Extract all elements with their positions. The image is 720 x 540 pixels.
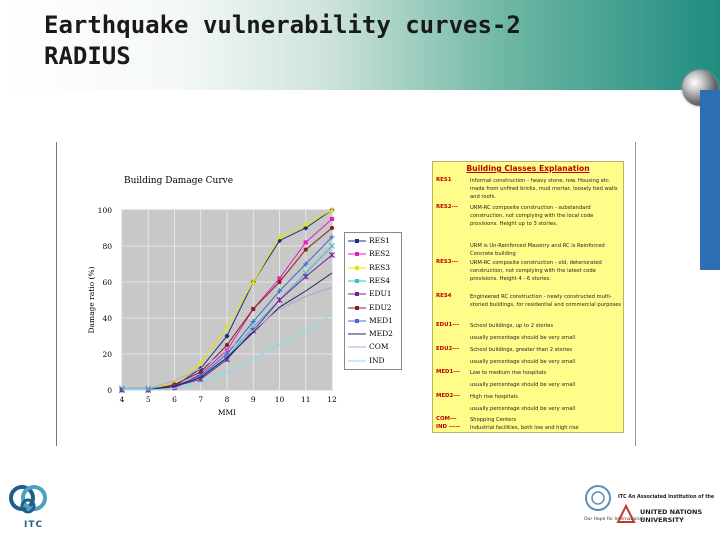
legend-item-res4: [347, 275, 401, 287]
x-tick-label: 4: [119, 395, 125, 404]
legend-swatch: [347, 288, 367, 300]
slide-title: Earthquake vulnerability curves-2 RADIUS: [44, 11, 521, 70]
class-code: MED1---: [436, 369, 460, 375]
point-edu2: [225, 343, 229, 347]
class-code: EDU1---: [436, 322, 459, 328]
y-tick-label: 60: [102, 278, 112, 287]
class-description: Shopping Centers: [470, 417, 517, 423]
legend-swatch: [347, 235, 367, 247]
x-axis-label: MMI: [217, 408, 237, 417]
legend-item-med2: [347, 328, 401, 340]
legend-item-med1: [347, 315, 401, 327]
legend-label: COM: [369, 342, 389, 352]
legend-label: RES2: [369, 249, 391, 259]
legend-label: RES4: [369, 275, 391, 285]
y-tick-label: 100: [97, 206, 112, 215]
class-code: EDU2---: [436, 346, 459, 352]
legend-label: IND: [369, 355, 385, 365]
y-tick-label: 0: [107, 386, 112, 395]
itc-institution-text: ITC An Associated Institution of the: [618, 495, 715, 500]
class-code: RES2---: [436, 204, 459, 210]
x-tick-label: 9: [250, 395, 256, 404]
class-description: URM-RC composite construction - substandard construction, not complying with the local code provisions. Height up to 3 stories.: [470, 205, 594, 227]
point-edu2: [251, 307, 255, 311]
legend-label: RES3: [369, 262, 391, 272]
legend-swatch: [347, 248, 367, 260]
legend-swatch: [347, 275, 367, 287]
unu-line1: UNITED NATIONS: [640, 508, 703, 516]
legend-swatch: [347, 341, 367, 353]
legend-item-ind: [347, 355, 401, 367]
class-description: Industrial facilities, both low and high rise: [470, 425, 579, 431]
class-description: Engineered RC construction - newly constructed multi-storied buildings, for residential and commercial purposes: [470, 294, 622, 308]
class-description: School buildings, up to 2 stories: [470, 323, 554, 329]
legend-swatch: [347, 302, 367, 314]
y-tick-label: 40: [102, 314, 112, 323]
point-res2: [330, 217, 334, 221]
class-description: School buildings, greater than 2 stories: [470, 347, 573, 353]
point-edu2: [304, 248, 308, 252]
class-description: usually percentage should be very small: [470, 335, 576, 341]
class-code: RES4: [436, 293, 452, 299]
class-code: MED2---: [436, 393, 460, 399]
legend-swatch: [347, 262, 367, 274]
legend-label: MED2: [369, 329, 393, 339]
y-axis-label: Damage ratio (%): [87, 266, 96, 334]
legend-swatch: [347, 355, 367, 367]
legend-swatch: [347, 315, 367, 327]
x-tick-label: 11: [300, 395, 311, 404]
x-tick-label: 5: [145, 395, 151, 404]
class-description: URM-RC composite construction - old, deteriorated construction, not complying with the latest code provisions. Height 4 - 6 stories.: [470, 260, 602, 282]
un-tagline: Our Hope for International: [584, 517, 644, 522]
legend-item-res3: [347, 262, 401, 274]
legend-swatch: [347, 328, 367, 340]
class-description: usually percentage should be very small: [470, 382, 576, 388]
damage-curve-chart: [80, 195, 342, 425]
accent-bar: [700, 90, 720, 270]
legend-item-com: [347, 341, 401, 353]
class-description: Low to medium rise hospitals: [470, 370, 547, 376]
legend-item-res2: [347, 248, 401, 260]
x-tick-label: 10: [274, 395, 285, 404]
legend-label: RES1: [369, 236, 391, 245]
point-edu2: [277, 280, 281, 284]
class-description: usually percentage should be very small: [470, 406, 576, 412]
class-description: usually percentage should be very small: [470, 359, 576, 365]
chart-title: Building Damage Curve: [124, 176, 234, 186]
building-classes-panel: [432, 161, 624, 433]
legend-item-res1: [347, 235, 401, 247]
legend-item-edu2: [347, 302, 401, 314]
y-tick-label: 80: [102, 242, 112, 251]
y-tick-label: 20: [102, 350, 112, 359]
class-description: Informal construction - heavy stone, row. Housing etc. made from unfired bricks, mud mortar, loosely tied walls and roofs.: [470, 178, 618, 200]
legend-item-edu1: [347, 288, 401, 300]
x-tick-label: 7: [198, 395, 204, 404]
class-code: COM---: [436, 416, 457, 422]
itc-logo-text: ITC: [24, 520, 44, 530]
class-code: RES1: [436, 177, 452, 183]
point-res2: [304, 240, 308, 244]
class-code: IND -----: [436, 424, 461, 430]
x-tick-label: 6: [172, 395, 177, 404]
un-university-logos: [582, 478, 718, 536]
legend-label: MED1: [369, 315, 393, 325]
x-tick-label: 12: [327, 395, 337, 404]
chart-legend: [344, 232, 402, 370]
class-code: RES3---: [436, 259, 459, 265]
unu-line2: UNIVERSITY: [640, 516, 684, 524]
legend-label: EDU1: [369, 289, 392, 299]
class-description: High rise hospitals: [470, 394, 518, 400]
x-tick-label: 8: [224, 395, 230, 404]
class-description: URM is Un-Reinforced Masonry and RC is Reinforced Concrete building: [470, 243, 605, 257]
building-classes-title: Building Classes Explanation: [466, 164, 590, 173]
point-edu2: [330, 226, 334, 230]
legend-label: EDU2: [369, 302, 392, 312]
